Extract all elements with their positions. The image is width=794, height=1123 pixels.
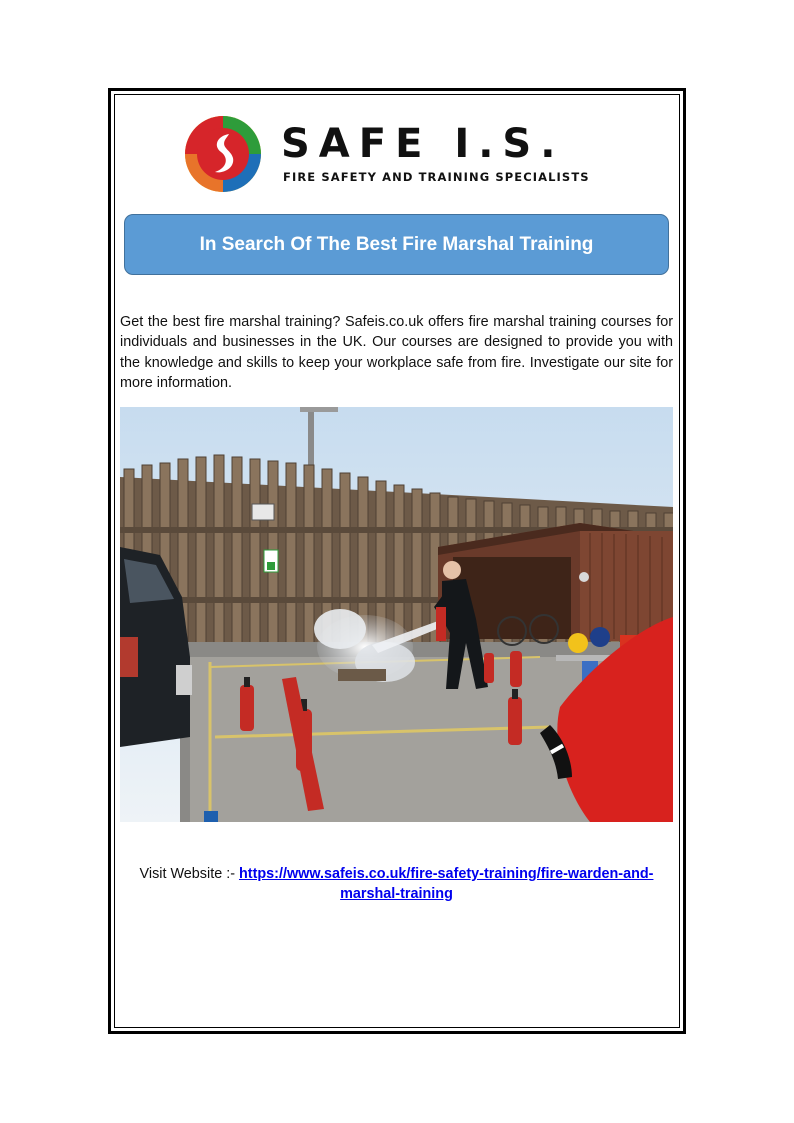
visit-label: Visit Website :- [139,866,239,882]
flame-logo-icon [183,114,263,194]
title-banner [124,214,669,275]
brand-name: SAFE I.S. [281,121,565,167]
website-link[interactable]: https://www.safeis.co.uk/fire-safety-training/fire-warden-and-marshal-training [238,866,654,902]
page-title: In Search Of The Best Fire Marshal Training [199,233,594,255]
visit-website-line [120,864,673,904]
intro-paragraph: Get the best fire marshal training? Safeis.co.uk offers fire marshal training courses for individuals and businesses in the UK. Our courses are designed to provide you with the knowledge and skills to keep your workplace safe from fire. Investigate our site for more information. [120,314,673,392]
brand-tagline: FIRE SAFETY AND TRAINING SPECIALISTS [283,170,590,184]
fire-extinguisher-training-image [120,407,673,822]
fire-training-photo [120,407,673,822]
brand-logo [183,114,613,196]
